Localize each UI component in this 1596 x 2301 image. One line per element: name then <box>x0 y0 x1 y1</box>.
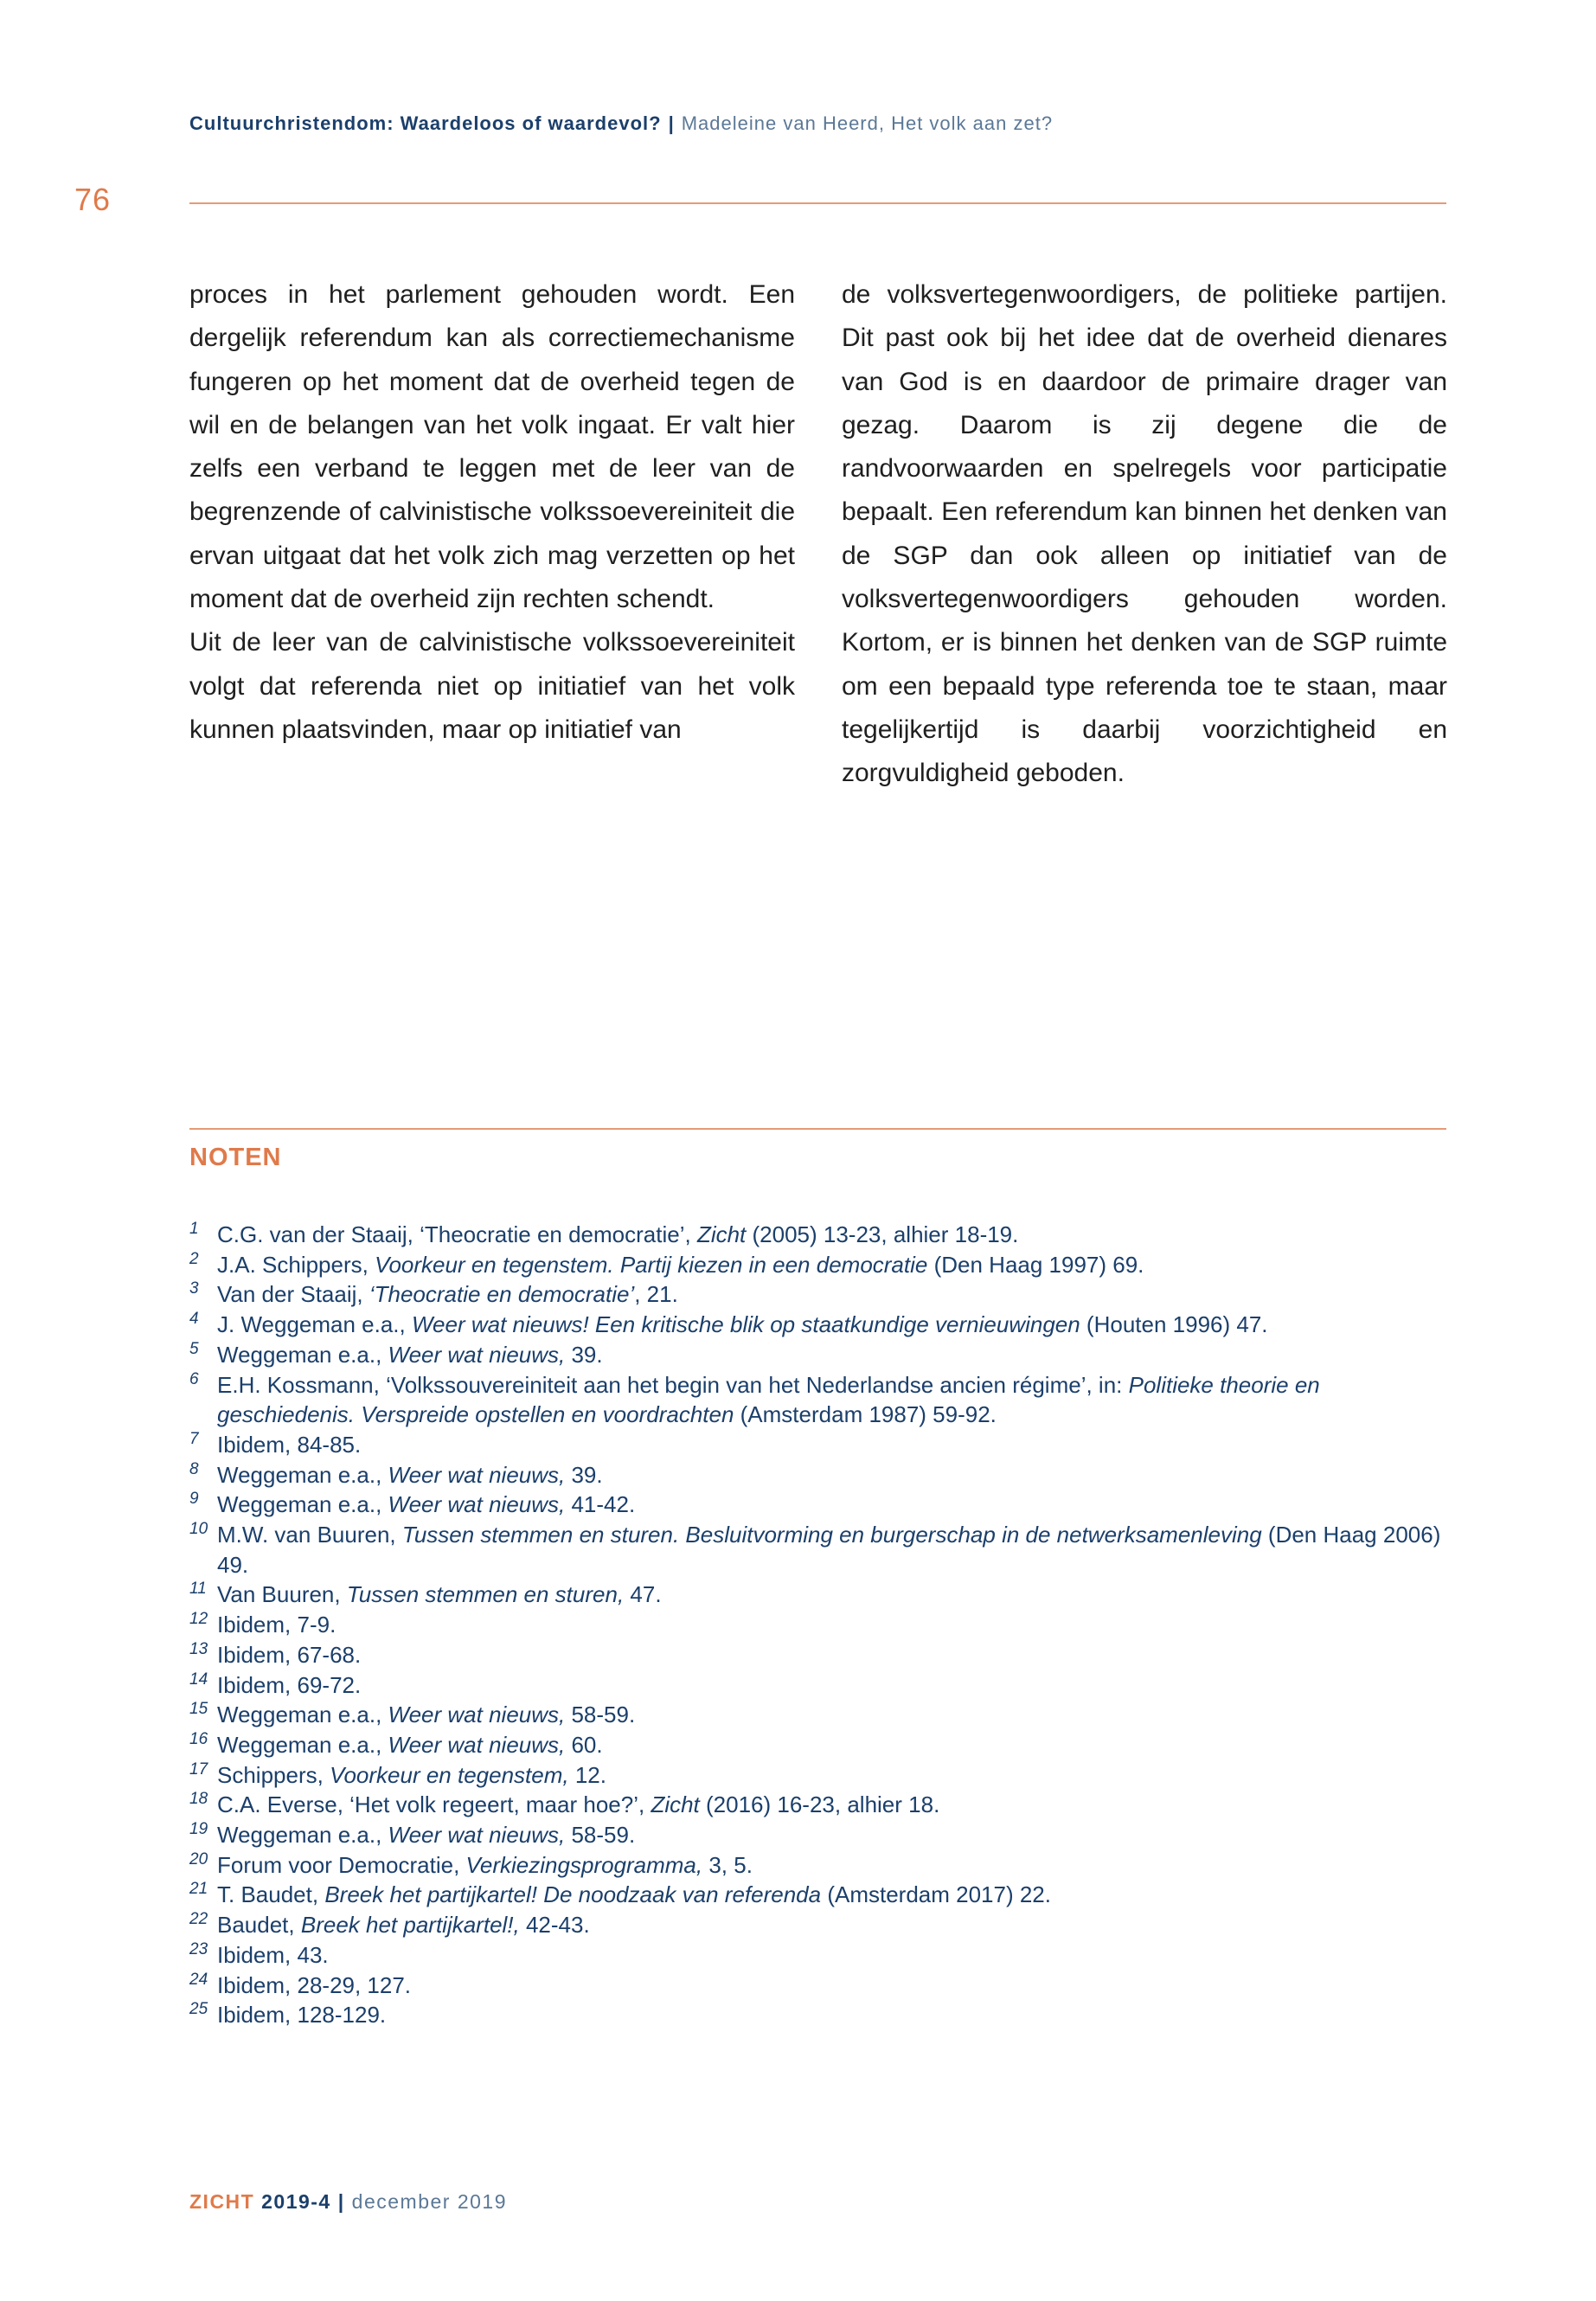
footnote-text: J. Weggeman e.a., <box>217 1311 412 1338</box>
footer-issue: 2019-4 <box>261 2190 331 2213</box>
footnote-text: Ibidem, 84-85. <box>217 1431 362 1458</box>
footnote-text: , 21. <box>634 1281 678 1308</box>
footnote-item <box>189 1910 1446 1940</box>
footnote-text: 42-43. <box>519 1912 590 1939</box>
footnote-item <box>189 1340 1446 1370</box>
footnote-item <box>189 1640 1446 1670</box>
footnote-text: 47. <box>624 1581 662 1608</box>
footnote-item <box>189 1370 1446 1430</box>
footnote-text: (Houten 1996) 47. <box>1080 1311 1268 1338</box>
footnote-number: 21 <box>189 1880 208 1899</box>
footnote-text: 41-42. <box>565 1491 636 1518</box>
footnote-number: 22 <box>189 1910 208 1929</box>
footnote-item <box>189 1880 1446 1910</box>
footnote-title: Weer wat nieuws! Een kritische blik op staatkundige vernieuwingen <box>411 1311 1080 1338</box>
footnote-number: 19 <box>189 1820 208 1839</box>
footnote-text: Schippers, <box>217 1761 330 1788</box>
footnote-number: 7 <box>189 1429 199 1448</box>
header-separator: | <box>668 112 675 134</box>
footnote-number: 20 <box>189 1849 208 1868</box>
body-column-right <box>842 273 1447 796</box>
body-paragraph: proces in het parlement gehouden wordt. Een dergelijk referendum kan als correctiemechanisme fungeren op het moment dat de overheid tegen de wil en de belangen van het volk ingaat. Er valt hier zelfs een verband te leggen met de leer van de begrenzende of calvinistische volkssoevereiniteit die ervan uitgaat dat het volk zich mag verzetten op het moment dat de overheid zijn rechten schendt. <box>189 280 795 614</box>
footnote-number: 11 <box>189 1580 207 1599</box>
footnote-text: Baudet, <box>217 1912 301 1939</box>
footnote-number: 2 <box>189 1249 199 1268</box>
footnote-number: 9 <box>189 1490 199 1509</box>
footnote-text: 60. <box>565 1731 603 1758</box>
footnote-item <box>189 1760 1446 1791</box>
notes-rule <box>189 1128 1446 1130</box>
footnote-number: 18 <box>189 1790 208 1809</box>
footnote-text: Ibidem, 67-68. <box>217 1641 362 1668</box>
footnote-title: Weer wat nieuws, <box>388 1491 566 1518</box>
footnote-text: (2016) 16-23, alhier 18. <box>699 1791 940 1818</box>
footnote-item <box>189 1310 1446 1340</box>
footnote-text: Weggeman e.a., <box>217 1822 388 1849</box>
footnote-title: Weer wat nieuws, <box>388 1341 566 1368</box>
footnote-text: 12. <box>568 1761 606 1788</box>
footnote-item <box>189 1820 1446 1850</box>
footnote-text: 58-59. <box>565 1822 636 1849</box>
footnote-number: 3 <box>189 1279 199 1298</box>
footnote-title: Weer wat nieuws, <box>388 1731 566 1758</box>
journal-title: Cultuurchristendom: Waardeloos of waardevol? <box>189 112 662 134</box>
footnote-text: Van der Staaij, <box>217 1281 369 1308</box>
footnote-text: 39. <box>565 1341 603 1368</box>
footnote-text: C.A. Everse, ‘Het volk regeert, maar hoe?’, <box>217 1791 651 1818</box>
footnote-item <box>189 1670 1446 1701</box>
footnote-number: 15 <box>189 1700 208 1719</box>
footnote-text: M.W. van Buuren, <box>217 1522 402 1548</box>
footnote-item <box>189 1940 1446 1971</box>
footnote-title: Voorkeur en tegenstem, <box>330 1761 569 1788</box>
footnote-item <box>189 1250 1446 1280</box>
article-title: Madeleine van Heerd, Het volk aan zet? <box>681 112 1054 134</box>
notes-heading: NOTEN <box>189 1144 282 1171</box>
footnote-text: Forum voor Democratie, <box>217 1851 466 1878</box>
footnote-text: Weggeman e.a., <box>217 1702 388 1728</box>
footnote-text: E.H. Kossmann, ‘Volkssouvereiniteit aan het begin van het Nederlandse ancien régime’, in: <box>217 1371 1129 1398</box>
footer-date: december 2019 <box>351 2190 508 2213</box>
footnote-text: Ibidem, 69-72. <box>217 1671 362 1698</box>
footnote-number: 23 <box>189 1939 208 1958</box>
footnote-item <box>189 1520 1446 1580</box>
footnote-title: Tussen stemmen en sturen, <box>346 1581 625 1608</box>
footnote-title: Verkiezingsprogramma, <box>465 1851 703 1878</box>
footnote-number: 12 <box>189 1610 208 1629</box>
footnote-title: Politieke theorie en geschiedenis. Verspreide opstellen en voordrachten <box>217 1371 1320 1428</box>
body-paragraph: Uit de leer van de calvinistische volkssoevereiniteit volgt dat referenda niet op initiatief van het volk kunnen plaatsvinden, maar op initiatief van <box>189 628 795 744</box>
footer-brand: ZICHT <box>189 2190 255 2213</box>
footnote-text: (Den Haag 2006) 49. <box>217 1522 1441 1578</box>
footnote-title: ‘Theocratie en democratie’ <box>369 1281 635 1308</box>
footnote-number: 14 <box>189 1670 208 1689</box>
footnote-item <box>189 1580 1446 1610</box>
footnote-title: Breek het partijkartel! De noodzaak van referenda <box>324 1881 822 1908</box>
footnote-title: Weer wat nieuws, <box>388 1461 566 1488</box>
footnote-item <box>189 1730 1446 1760</box>
footnote-title: Voorkeur en tegenstem. Partij kiezen in een democratie <box>375 1251 928 1278</box>
footnote-item <box>189 1279 1446 1310</box>
footnote-title: Weer wat nieuws, <box>388 1822 566 1849</box>
footnote-title: Zicht <box>651 1791 700 1818</box>
footnote-text: Ibidem, 128-129. <box>217 2002 387 2029</box>
running-head <box>189 112 1053 135</box>
footnote-text: C.G. van der Staaij, ‘Theocratie en democratie’, <box>217 1221 697 1247</box>
footnote-number: 13 <box>189 1639 208 1658</box>
header-rule <box>189 202 1446 204</box>
footnote-number: 8 <box>189 1459 199 1478</box>
footnote-number: 24 <box>189 1970 208 1989</box>
footnote-title: Breek het partijkartel!, <box>300 1912 520 1939</box>
footnote-item <box>189 1971 1446 2001</box>
footnote-text: J.A. Schippers, <box>217 1251 375 1278</box>
footnote-title: Zicht <box>696 1221 747 1247</box>
footnote-text: (Amsterdam 1987) 59-92. <box>734 1401 997 1428</box>
footnote-number: 6 <box>189 1369 199 1388</box>
notes-list <box>189 1220 1446 2030</box>
footnote-title: Tussen stemmen en sturen. Besluitvorming en burgerschap in de netwerksamenleving <box>401 1522 1262 1548</box>
footnote-text: (2005) 13-23, alhier 18-19. <box>746 1221 1019 1247</box>
footnote-text: Weggeman e.a., <box>217 1731 388 1758</box>
footnote-text: Ibidem, 43. <box>217 1941 329 1968</box>
footer-separator: | <box>337 2190 345 2213</box>
footnote-item <box>189 1610 1446 1640</box>
footnote-number: 25 <box>189 2000 208 2019</box>
footnote-text: Weggeman e.a., <box>217 1461 388 1488</box>
footnote-item <box>189 1790 1446 1820</box>
footnote-text: (Amsterdam 2017) 22. <box>821 1881 1051 1908</box>
footnote-item <box>189 1220 1446 1250</box>
footer <box>189 2190 507 2214</box>
footnote-item <box>189 1490 1446 1520</box>
footnote-text: Ibidem, 28-29, 127. <box>217 1971 412 1998</box>
footnote-item <box>189 1700 1446 1730</box>
footnote-text: Weggeman e.a., <box>217 1491 388 1518</box>
footnote-text: Ibidem, 7-9. <box>217 1612 337 1638</box>
footnote-number: 5 <box>189 1339 199 1358</box>
footnote-text: (Den Haag 1997) 69. <box>927 1251 1144 1278</box>
footnote-title: Weer wat nieuws, <box>388 1702 566 1728</box>
footnote-number: 4 <box>189 1310 199 1329</box>
body-paragraph: de volksvertegenwoordigers, de politieke partijen. Dit past ook bij het idee dat de overheid dienares van God is en daardoor de primaire drager van gezag. Daarom is zij degene die de randvoorwaarden en spelregels voor participatie bepaalt. Een referendum kan binnen het denken van de SGP dan ook alleen op initiatief van de volksvertegenwoordigers gehouden worden. Kortom, er is binnen het denken van de SGP ruimte om een bepaald type referenda toe te staan, maar tegelijkertijd is daarbij voorzichtigheid en zorgvuldigheid geboden. <box>842 280 1447 788</box>
footnote-item <box>189 1430 1446 1460</box>
footnote-text: 39. <box>565 1461 603 1488</box>
footnote-number: 17 <box>189 1759 208 1779</box>
footnote-number: 16 <box>189 1729 208 1748</box>
body-column-left <box>189 273 795 752</box>
footnote-number: 1 <box>189 1220 199 1238</box>
footnote-text: 3, 5. <box>702 1851 753 1878</box>
page-number: 76 <box>74 182 112 217</box>
footnote-item <box>189 2000 1446 2030</box>
footnote-text: Van Buuren, <box>217 1581 347 1608</box>
footnote-text: T. Baudet, <box>217 1881 325 1908</box>
footnote-item <box>189 1850 1446 1881</box>
footnote-number: 10 <box>189 1520 208 1539</box>
footnote-text: Weggeman e.a., <box>217 1341 388 1368</box>
footnote-item <box>189 1460 1446 1490</box>
footnote-text: 58-59. <box>565 1702 636 1728</box>
